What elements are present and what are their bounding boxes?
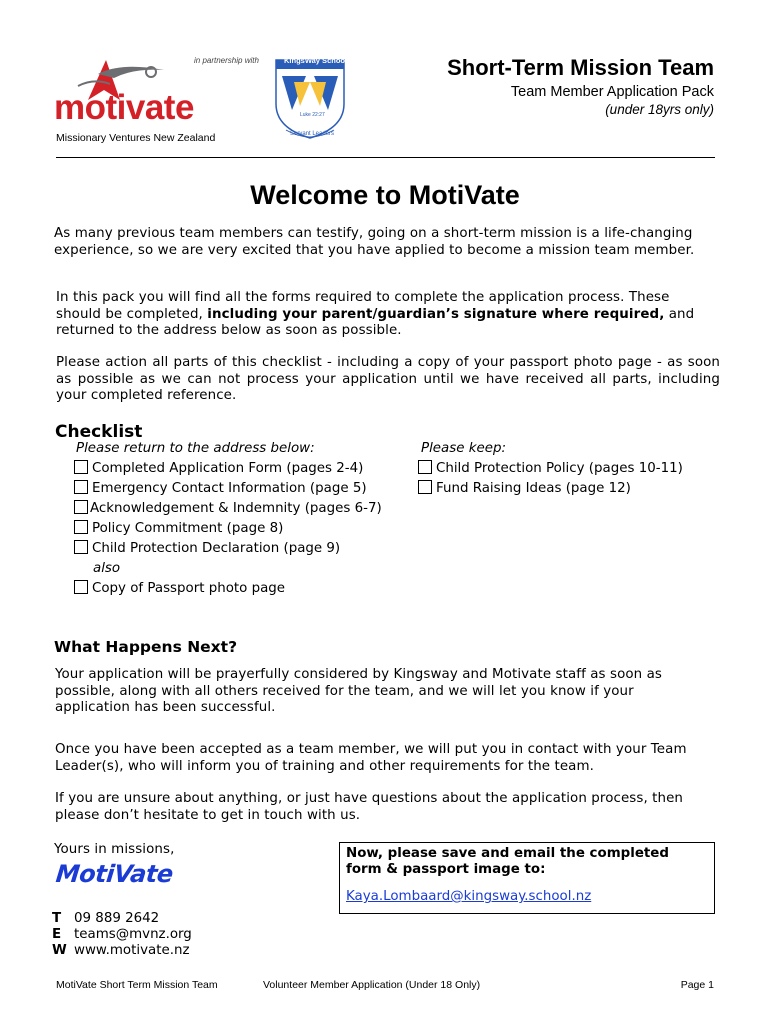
contact-phone: 09 889 2642: [74, 911, 160, 926]
checkbox[interactable]: [74, 540, 88, 554]
keep-item: [418, 460, 683, 477]
action-paragraph: Please action all parts of this checklist - including a copy of your passport photo page - as soon as possible as we can not process your application until we have received all parts, including your completed reference.: [56, 355, 720, 403]
school-name: KingsWay School: [284, 56, 348, 65]
email-instructions-box: [339, 842, 715, 914]
contact-label: T: [52, 911, 62, 926]
footer-center: Volunteer Member Application (Under 18 Only): [263, 979, 481, 991]
keep-item: [418, 480, 631, 497]
keep-heading: Please keep:: [421, 441, 506, 456]
checkbox[interactable]: [418, 460, 432, 474]
email-instructions: Now, please save and email the completed form & passport image to:: [346, 846, 669, 877]
school-motto: Servant Leaders: [290, 131, 335, 137]
contact-label: E: [52, 927, 62, 942]
checkbox[interactable]: [418, 480, 432, 494]
forms-paragraph: [56, 290, 718, 340]
contact-label: W: [52, 943, 67, 958]
checkbox[interactable]: [74, 520, 88, 534]
checklist-heading: Checklist: [55, 422, 143, 442]
checklist-item-label: Child Protection Declaration (page 9): [92, 541, 341, 556]
contact-website[interactable]: www.motivate.nz: [74, 943, 190, 958]
checklist-item-label: Copy of Passport photo page: [92, 581, 286, 596]
checkbox[interactable]: [74, 580, 88, 594]
submission-email-link[interactable]: Kaya.Lombaard@kingsway.school.nz: [346, 889, 592, 904]
checklist-item: [74, 460, 363, 477]
next-paragraph-3: If you are unsure about anything, or just have questions about the application process, then please don’t hesitate to get in touch with us.: [55, 791, 684, 823]
school-ref: Luke 22:27: [300, 112, 325, 118]
signature-requirement: including your parent/guardian’s signature where required,: [207, 306, 665, 322]
contact-row: [52, 911, 192, 927]
keep-item-label: Child Protection Policy (pages 10-11): [436, 461, 683, 476]
contact-email[interactable]: teams@mvnz.org: [74, 927, 192, 942]
next-paragraph-1: Your application will be prayerfully considered by Kingsway and Motivate staff as soon as possible, along with all others received for the team, and we will let you know if your application has been successful.: [55, 667, 662, 715]
contact-row: [52, 943, 192, 959]
contact-list: [52, 911, 192, 959]
also-label: also: [93, 561, 121, 576]
document-title: Short-Term Mission Team: [447, 55, 714, 80]
checklist-item-label: Policy Commitment (page 8): [92, 521, 284, 536]
keep-item-label: Fund Raising Ideas (page 12): [436, 481, 631, 496]
checkbox[interactable]: [74, 480, 88, 494]
footer-left: MotiVate Short Term Mission Team: [56, 979, 218, 991]
signature: MotiVate: [54, 860, 175, 888]
document-subtitle: Team Member Application Pack: [510, 84, 714, 100]
next-heading: What Happens Next?: [54, 638, 238, 656]
checklist-item-label: Emergency Contact Information (page 5): [92, 481, 367, 496]
checklist-item: [74, 500, 382, 517]
forms-paragraph-text: In this pack you will find all the forms required to complete the application process. These should be completed,: [56, 290, 670, 322]
checklist-item-label: Acknowledgement & Indemnity (pages 6-7): [90, 501, 382, 516]
closing: Yours in missions,: [54, 842, 175, 857]
checklist-item: [74, 520, 283, 537]
org-tagline: Missionary Ventures New Zealand: [56, 132, 216, 144]
checkbox[interactable]: [74, 500, 88, 514]
checklist-item: [74, 540, 340, 557]
age-note: (under 18yrs only): [605, 102, 714, 117]
return-heading: Please return to the address below:: [76, 441, 315, 456]
page-number: Page 1: [680, 979, 714, 991]
checklist-item-label: Completed Application Form (pages 2-4): [92, 461, 364, 476]
intro-paragraph: As many previous team members can testify, going on a short-term mission is a life-changing experience, so we are very excited that you have applied to become a mission team member.: [54, 226, 695, 258]
checkbox[interactable]: [74, 460, 88, 474]
forms-paragraph-end: and returned to the address below as soon as possible.: [56, 306, 695, 338]
welcome-heading: Welcome to MotiVate: [250, 180, 520, 210]
header-divider: [56, 157, 715, 158]
contact-row: [52, 927, 192, 943]
checklist-item: [74, 480, 367, 497]
checklist-item: [74, 580, 285, 597]
partnership-text: in partnership with: [194, 56, 259, 65]
next-paragraph-2: Once you have been accepted as a team member, we will put you in contact with your Team Leader(s), who will inform you of training and other requirements for the team.: [55, 742, 687, 774]
logo-wordmark: motivate: [54, 88, 194, 127]
